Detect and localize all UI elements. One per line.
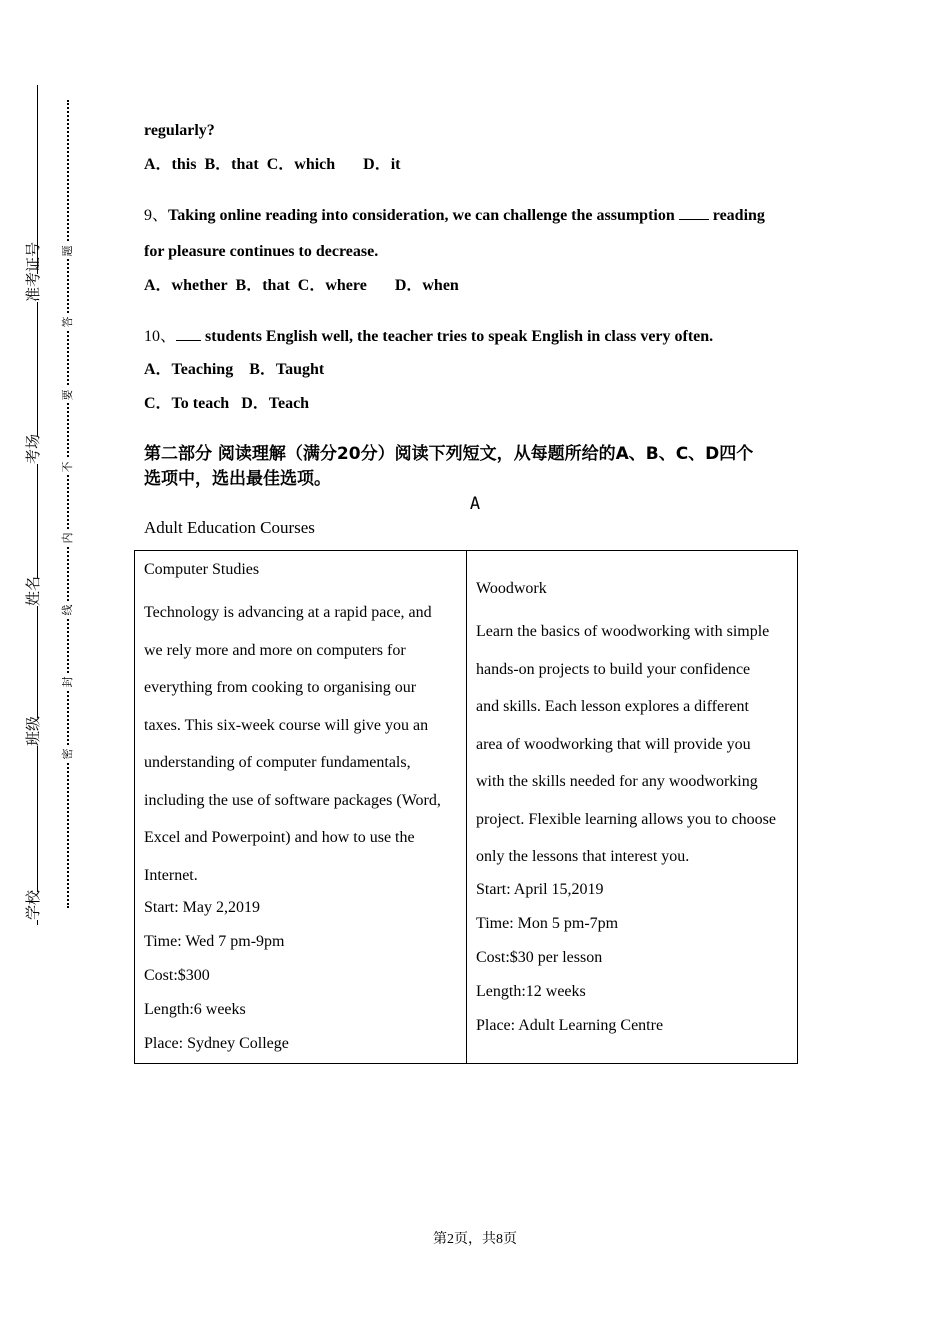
section-title bbox=[144, 442, 814, 492]
course-description bbox=[476, 613, 789, 876]
question-8-tail: regularly? bbox=[144, 122, 215, 139]
description-line: Excel and Powerpoint) and how to use the bbox=[144, 829, 415, 846]
page-footer: 第2页，共8页 bbox=[433, 1232, 517, 1247]
option: C．which bbox=[266, 156, 336, 173]
passage-letter: A bbox=[469, 494, 481, 514]
course-start: Start: May 2,2019 bbox=[144, 899, 260, 916]
passage-title: Adult Education Courses bbox=[144, 518, 315, 537]
section-title-line2: 选项中，选出最佳选项。 bbox=[144, 469, 331, 489]
course-cell-computer-studies bbox=[135, 551, 467, 1063]
description-line: including the use of software packages (Word, bbox=[144, 791, 441, 809]
answer-blank bbox=[679, 205, 709, 220]
seal-char: 内 bbox=[60, 530, 76, 546]
question-10-text: students English well, the teacher tries to speak English in class very often. bbox=[205, 328, 714, 345]
seal-char: 线 bbox=[60, 602, 76, 618]
description-line: hands-on projects to build your confidence bbox=[476, 660, 751, 678]
course-table bbox=[134, 550, 798, 1064]
course-cost: Cost:$300 bbox=[144, 967, 210, 984]
seal-char: 不 bbox=[60, 459, 76, 475]
option: A．this bbox=[144, 156, 197, 173]
question-9-line2: for pleasure continues to decrease. bbox=[144, 243, 379, 260]
course-length: Length:12 weeks bbox=[476, 982, 586, 1000]
description-line: only the lessons that interest you. bbox=[476, 848, 690, 865]
class-label: 班级 bbox=[24, 715, 42, 746]
description-line: we rely more and more on computers for bbox=[144, 641, 406, 659]
description-line: Internet. bbox=[144, 866, 198, 884]
seal-char: 密 bbox=[60, 746, 76, 762]
course-place: Place: Adult Learning Centre bbox=[476, 1016, 664, 1034]
description-line: and skills. Each lesson explores a different bbox=[476, 698, 749, 715]
question-10-options-row2 bbox=[144, 394, 309, 414]
description-line: understanding of computer fundamentals, bbox=[144, 754, 411, 771]
seal-char: 题 bbox=[60, 243, 76, 259]
option: C．To teach bbox=[144, 395, 230, 412]
seal-char: 答 bbox=[60, 314, 76, 330]
question-9-text: Taking online reading into consideration, we can challenge the assumption bbox=[168, 207, 675, 224]
exam-number-label: 准考证号 bbox=[24, 241, 42, 302]
course-place: Place: Sydney College bbox=[144, 1035, 289, 1052]
course-description bbox=[144, 594, 458, 894]
option: B．that bbox=[235, 277, 290, 294]
question-number: 9、 bbox=[144, 207, 169, 224]
description-line: Learn the basics of woodworking with simple bbox=[476, 623, 770, 640]
question-10 bbox=[144, 326, 713, 347]
question-9 bbox=[144, 205, 765, 226]
course-cell-woodwork bbox=[467, 551, 797, 1063]
school-label: 学校 bbox=[24, 889, 42, 920]
option: B．Taught bbox=[249, 361, 325, 378]
description-line: area of woodworking that will provide you bbox=[476, 735, 751, 753]
question-9-options bbox=[144, 276, 459, 296]
option: D．Teach bbox=[241, 395, 310, 412]
seal-char: 封 bbox=[60, 674, 76, 690]
course-start: Start: April 15,2019 bbox=[476, 880, 604, 898]
question-8-options bbox=[144, 155, 401, 175]
description-line: Technology is advancing at a rapid pace, and bbox=[144, 604, 432, 621]
question-9-text-end: reading bbox=[712, 207, 765, 224]
option: D．when bbox=[394, 277, 459, 294]
course-name: Computer Studies bbox=[144, 561, 260, 578]
course-time: Time: Mon 5 pm-7pm bbox=[476, 914, 619, 932]
section-title-line1: 第二部分 阅读理解（满分20分）阅读下列短文，从每题所给的A、B、C、D四个 bbox=[144, 444, 754, 464]
option: A．whether bbox=[144, 277, 228, 294]
description-line: project. Flexible learning allows you to choose bbox=[476, 810, 776, 828]
question-10-options-row1 bbox=[144, 360, 324, 380]
description-line: taxes. This six-week course will give you an bbox=[144, 716, 429, 734]
seal-char: 要 bbox=[60, 387, 76, 403]
description-line: with the skills needed for any woodworking bbox=[476, 773, 758, 790]
question-number: 10、 bbox=[144, 328, 177, 345]
answer-blank bbox=[176, 326, 201, 341]
course-length: Length:6 weeks bbox=[144, 1001, 246, 1018]
course-time: Time: Wed 7 pm-9pm bbox=[144, 933, 285, 950]
course-name: Woodwork bbox=[476, 580, 547, 597]
name-label: 姓名 bbox=[24, 575, 42, 606]
option: B．that bbox=[204, 156, 259, 173]
description-line: everything from cooking to organising our bbox=[144, 679, 417, 696]
option: C．where bbox=[297, 277, 367, 294]
exam-room-label: 考场 bbox=[24, 433, 42, 464]
course-cost: Cost:$30 per lesson bbox=[476, 948, 603, 966]
option: D．it bbox=[363, 156, 401, 173]
option: A．Teaching bbox=[144, 361, 234, 378]
